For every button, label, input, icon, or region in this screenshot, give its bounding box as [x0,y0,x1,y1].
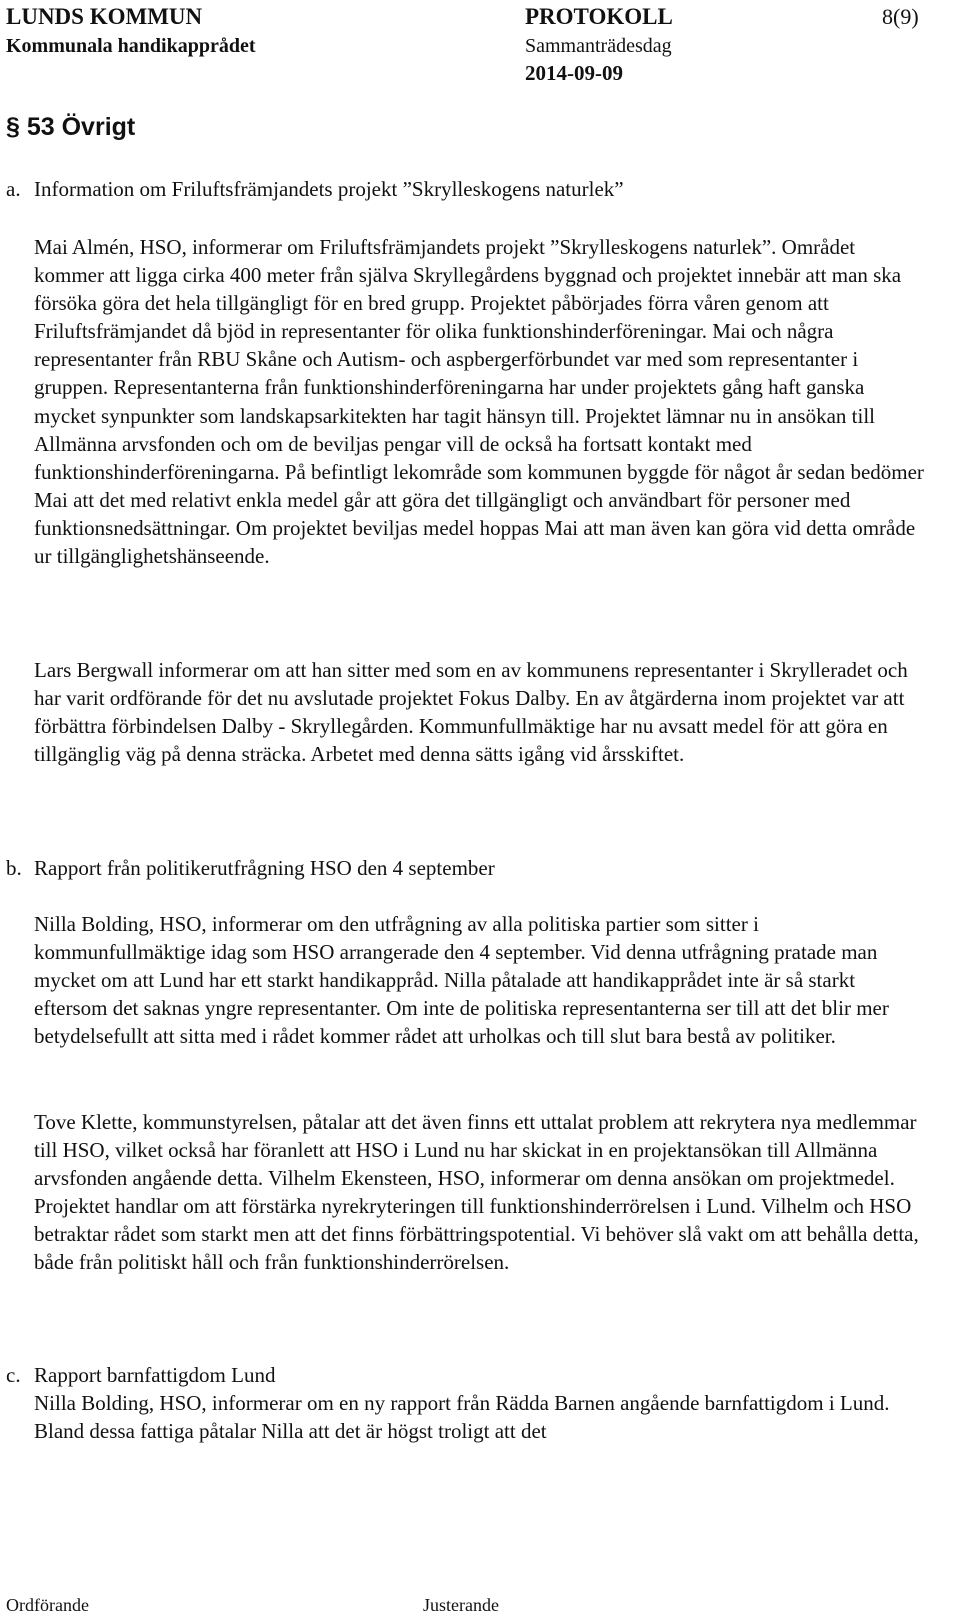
doc-type: PROTOKOLL [525,4,673,29]
item-title: Rapport barnfattigdom Lund [34,1363,276,1387]
committee-name: Kommunala handikapprådet [6,35,256,57]
item-c-paragraph-1: Nilla Bolding, HSO, informerar om en ny rapport från Rädda Barnen angående barnfattigdom i Lund. Bland dessa fattiga påtalar Nilla att det är högst troligt att det [34,1391,890,1444]
item-b-heading [6,854,495,882]
section-symbol: § [6,113,20,141]
page-number: 8(9) [882,4,919,29]
item-b-paragraph-1: Nilla Bolding, HSO, informerar om den utfrågning av alla politiska partier som sitter i kommunfullmäktige idag som HSO arrangerade den 4 september. Vid denna utfrågning pratade man mycket om att Lund har ett starkt handikappråd. Nilla påtalade att handikapprådet inte är så starkt eftersom det saknas yngre representanter. Om inte de politiska representanterna ser till att det blir mer betydelsefullt att sitta med i rådet kommer rådet att urholkas och till slut bara bestå av politiker. [34,912,889,1049]
item-label: b. [6,856,22,880]
org-name: LUNDS KOMMUN [6,4,203,29]
item-a-paragraph-2: Lars Bergwall informerar om att han sitter med som en av kommunens representanter i Skrylleradet och har varit ordförande för det nu avslutade projektet Fokus Dalby. En av åtgärderna inom projektet var att förbättra förbindelsen Dalby - Skryllegården. Kommunfullmäktige har nu avsatt medel för att göra en tillgänglig väg på denna sträcka. Arbetet med denna sätts igång vid årsskiftet. [34,658,908,767]
section-title: 53 Övrigt [26,113,136,141]
meeting-label: Sammanträdesdag [525,35,672,57]
item-title: Rapport från politikerutfrågning HSO den 4 september [34,856,495,880]
item-a-paragraph-1: Mai Almén, HSO, informerar om Friluftsfrämjandets projekt ”Skrylleskogens naturlek”. Området kommer att ligga cirka 400 meter från själva Skryllegårdens byggnad och projektet innebär att man ska försöka göra det hela tillgängligt för en bred grupp. Projektet påbörjades förra våren genom att Friluftsfrämjandet då bjöd in representanter för olika funktionshinderföreningar. Mai och några representanter från RBU Skåne och Autism- och aspbergerförbundet var med som representanter i gruppen. Representanterna från funktionshinderföreningarna har under projektets gång haft ganska mycket synpunkter som landskapsarkitekten har tagit hänsyn till. Projektet lämnar nu in ansökan till Allmänna arvsfonden och om de beviljas pengar vill de också ha fortsatt kontakt med funktionshinderföreningarna. På befintligt lekområde som kommunen byggde för något år sedan bedömer Mai att det med relativt enkla medel går att göra det tillgängligt och användbart för personer med funktionsnedsättningar. Om projektet beviljas medel hoppas Mai att man även kan göra vid detta område ur tillgänglighetshänseende. [34,235,924,569]
item-c-heading [6,1361,275,1389]
footer-chair: Ordförande [6,1595,89,1615]
item-title: Information om Friluftsfrämjandets projekt ”Skrylleskogens naturlek” [34,177,624,201]
footer-adjuster: Justerande [423,1595,499,1615]
item-b-paragraph-2: Tove Klette, kommunstyrelsen, påtalar att det även finns ett uttalat problem att rekrytera nya medlemmar till HSO, vilket också har föranlett att HSO i Lund nu har skickat in en projektansökan till Allmänna arvsfonden angående detta. Vilhelm Ekensteen, HSO, informerar om denna ansökan om projektmedel. Projektet handlar om att förstärka nyrekryteringen till funktionshinderrörelsen i Lund. Vilhelm och HSO betraktar rådet som starkt men att det finns förbättringspotential. Vi behöver slå vakt om att behålla detta, både från politiskt håll och från funktionshinderrörelsen. [34,1110,919,1275]
section-heading [6,112,135,142]
item-label: c. [6,1363,21,1387]
meeting-date: 2014-09-09 [525,61,623,85]
item-label: a. [6,177,21,201]
item-a-heading [6,175,624,203]
